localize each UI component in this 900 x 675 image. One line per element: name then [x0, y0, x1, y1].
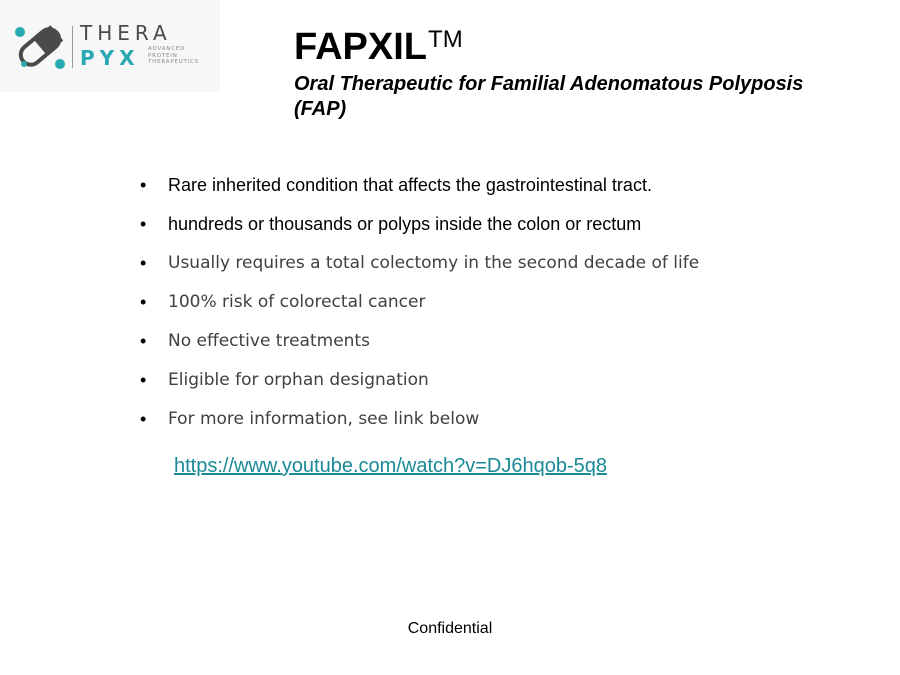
confidential-footer: Confidential [407, 620, 493, 637]
logo-wordmark-pyx: PYX [80, 46, 140, 70]
title-block [294, 26, 814, 122]
youtube-video-link[interactable]: https://www.youtube.com/watch?v=DJ6hqob-5q8 [174, 455, 608, 477]
slide-title [294, 26, 814, 68]
bullet-icon: • [140, 292, 147, 312]
product-name: FAPXIL [294, 26, 428, 68]
bullet-text: Usually requires a total colectomy in the second decade of life [168, 253, 700, 273]
bullet-text: For more information, see link below [168, 409, 480, 429]
bullet-icon: • [140, 175, 147, 195]
list-item [140, 289, 840, 328]
logo-tagline-line: ADVANCED [148, 46, 186, 52]
list-item [140, 328, 840, 367]
logo-tagline-line: PROTEIN [148, 52, 178, 59]
bullet-icon: • [140, 370, 147, 390]
bullet-text: Eligible for orphan designation [168, 370, 429, 390]
logo-wordmark-thera: THERA [80, 21, 172, 45]
bullet-icon: • [140, 331, 147, 351]
logo-divider [72, 26, 73, 68]
list-item [140, 250, 840, 289]
logo-tagline-line: THERAPEUTICS [148, 59, 200, 65]
list-item [140, 172, 840, 211]
bullet-list [140, 172, 840, 445]
bullet-icon: • [140, 409, 147, 429]
list-item [140, 406, 840, 445]
company-logo [0, 0, 220, 92]
list-item [140, 211, 840, 250]
pill-capsule-icon [12, 22, 68, 72]
bullet-text: hundreds or thousands or polyps inside the colon or rectum [168, 214, 642, 234]
bullet-icon: • [140, 214, 147, 234]
trademark-mark: TM [428, 26, 463, 53]
bullet-icon: • [140, 253, 147, 273]
bullet-text: 100% risk of colorectal cancer [168, 292, 426, 312]
bullet-text: Rare inherited condition that affects the gastrointestinal tract. [168, 175, 652, 195]
slide-subtitle: Oral Therapeutic for Familial Adenomatous Polyposis (FAP) [294, 73, 804, 120]
logo-tagline [148, 46, 218, 66]
list-item [140, 367, 840, 406]
bullet-text: No effective treatments [168, 331, 370, 351]
